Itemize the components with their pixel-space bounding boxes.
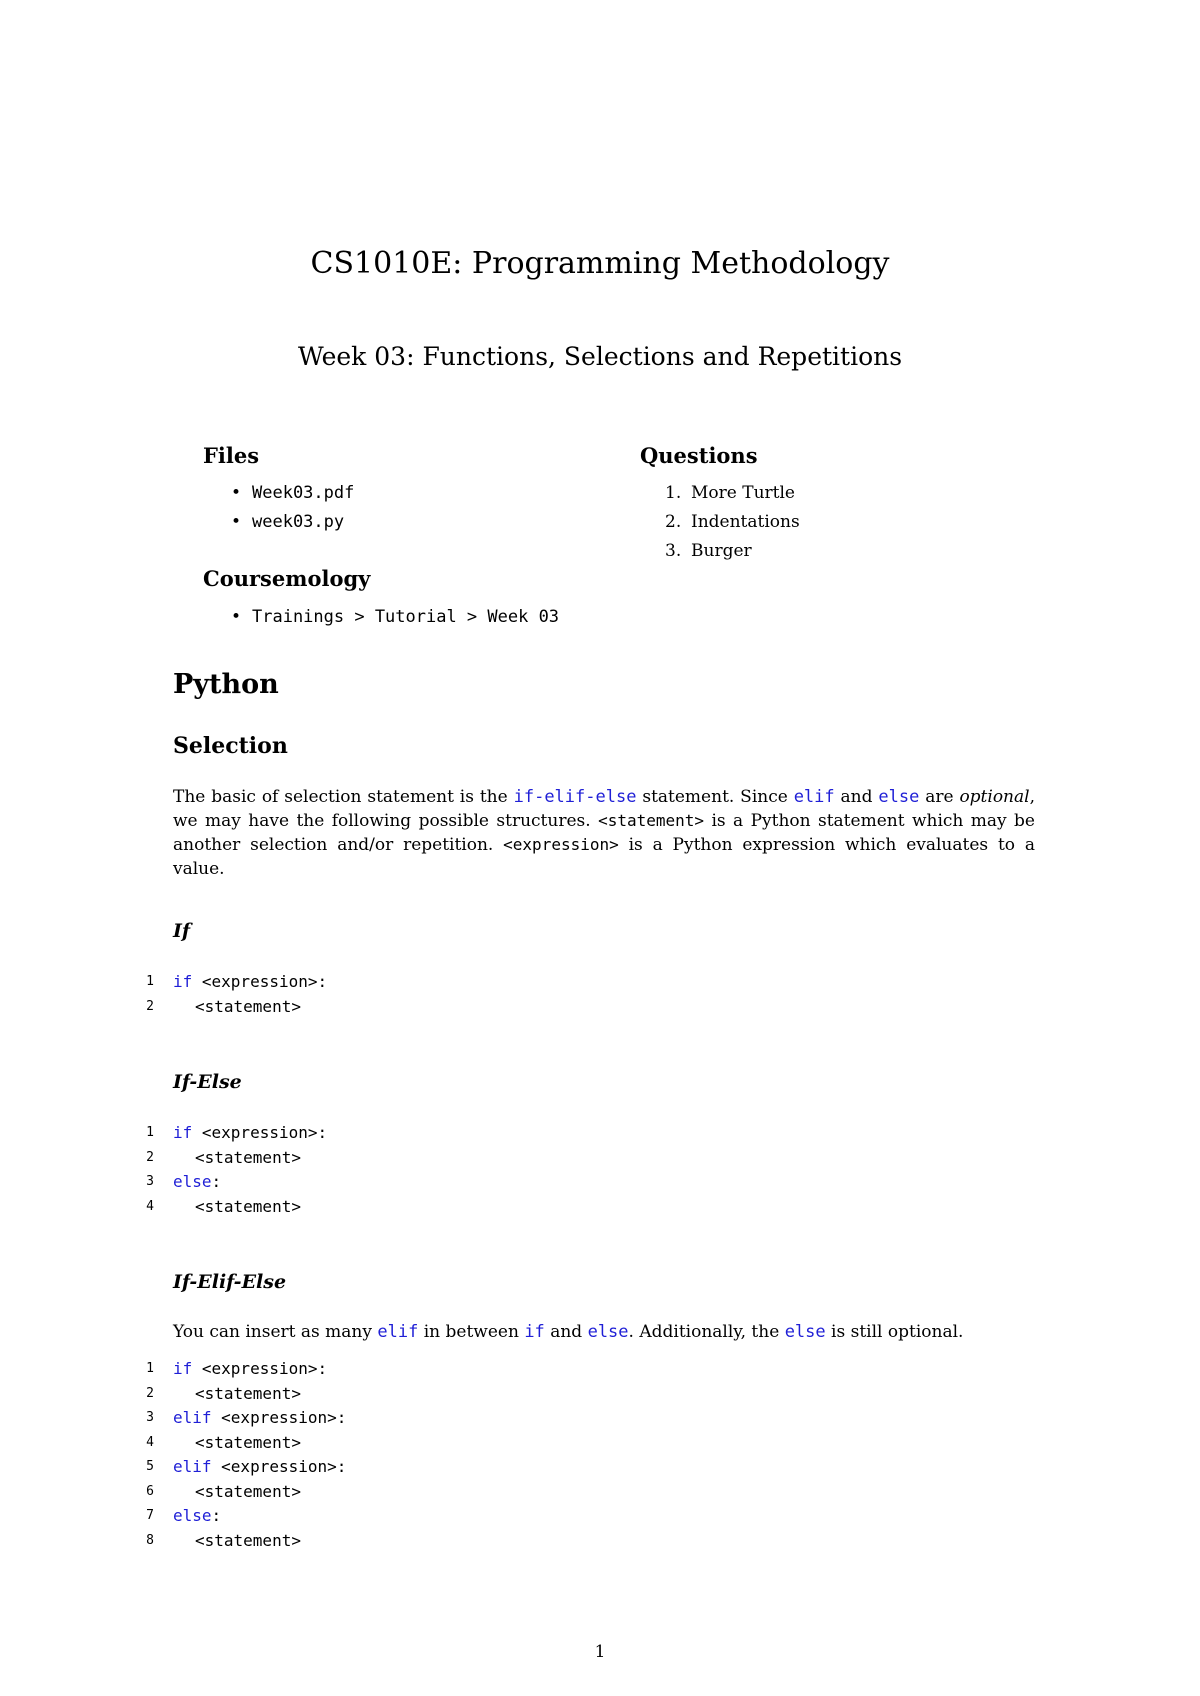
question-label: Burger	[691, 541, 752, 561]
files-list	[228, 479, 354, 537]
line-number: 1	[146, 1361, 154, 1376]
code-line: 2 <statement>	[140, 1382, 840, 1407]
inline-code-statement: <statement>	[598, 811, 705, 830]
keyword-else: else	[595, 787, 637, 807]
code-keyword: else	[173, 1172, 212, 1191]
line-number: 2	[146, 1149, 154, 1165]
if-elif-else-note: You can insert as many elif in between if and else. Additionally, the else is still optional.	[173, 1322, 964, 1342]
line-number: 2	[146, 1385, 154, 1401]
code-line: 4 <statement>	[140, 1195, 840, 1220]
line-number: 1	[146, 974, 154, 989]
question-label: Indentations	[691, 512, 800, 532]
line-number: 3	[146, 1174, 154, 1189]
questions-list	[665, 479, 800, 566]
page-number: 1	[594, 1642, 606, 1662]
question-number: 1.	[665, 483, 682, 503]
case-heading-if: If	[173, 920, 191, 942]
line-number: 2	[146, 998, 154, 1014]
paragraph-line: The basic of selection statement is the if-elif-else statement. Since elif and else are optional,	[173, 787, 1035, 807]
question-label: More Turtle	[691, 483, 795, 503]
keyword-else: else	[587, 1322, 629, 1342]
question-item	[665, 508, 800, 537]
coursemology-list	[228, 603, 559, 632]
inline-code-expression: <expression>	[503, 835, 619, 854]
case-heading-if-else: If-Else	[173, 1071, 242, 1093]
keyword-if: if	[513, 787, 535, 807]
selection-intro-paragraph	[173, 785, 1035, 881]
paragraph-line: we may have the following possible structures. <statement> is a Python statement which may be	[173, 811, 1035, 831]
document-title: CS1010E: Programming Methodology	[310, 246, 890, 281]
line-number: 6	[146, 1483, 154, 1499]
code-line: 1 if <expression>:	[140, 1357, 840, 1382]
code-block-if-elif-else	[140, 1357, 840, 1553]
code-line: 5 elif <expression>:	[140, 1455, 840, 1480]
code-block-if	[140, 970, 840, 1019]
line-number: 4	[146, 1198, 154, 1214]
question-item	[665, 479, 800, 508]
file-item[interactable]	[228, 508, 354, 537]
keyword-else: else	[878, 787, 920, 807]
question-number: 2.	[665, 512, 682, 532]
keyword-elif: elif	[793, 787, 835, 807]
code-line: 2 <statement>	[140, 995, 840, 1020]
code-keyword: elif	[173, 1408, 212, 1427]
code-line: 3 elif <expression>:	[140, 1406, 840, 1431]
line-number: 3	[146, 1410, 154, 1425]
code-line: 7 else:	[140, 1504, 840, 1529]
keyword-elif: elif	[377, 1322, 419, 1342]
file-item[interactable]	[228, 479, 354, 508]
line-number: 4	[146, 1434, 154, 1450]
questions-heading: Questions	[640, 443, 758, 468]
file-name: Week03.pdf	[252, 483, 355, 503]
section-heading-python: Python	[173, 669, 279, 700]
paragraph-line: another selection and/or repetition. <expression> is a Python expression which evaluates to a	[173, 835, 1035, 855]
code-line: 8 <statement>	[140, 1529, 840, 1554]
coursemology-path-text: Trainings > Tutorial > Week 03	[252, 607, 560, 627]
emphasis-optional: optional	[959, 787, 1030, 807]
code-line: 6 <statement>	[140, 1480, 840, 1505]
code-keyword: else	[173, 1506, 212, 1525]
code-keyword: elif	[173, 1457, 212, 1476]
code-keyword: if	[173, 1123, 193, 1142]
question-number: 3.	[665, 541, 682, 561]
file-name: week03.py	[252, 512, 345, 532]
code-line: 2 <statement>	[140, 1146, 840, 1171]
code-line: 1 if <expression>:	[140, 970, 840, 995]
question-item	[665, 537, 800, 566]
coursemology-path[interactable]	[228, 603, 559, 632]
files-heading: Files	[203, 443, 260, 468]
code-block-if-else	[140, 1121, 840, 1219]
line-number: 7	[146, 1508, 154, 1523]
subsection-heading-selection: Selection	[173, 733, 288, 759]
line-number: 1	[146, 1125, 154, 1140]
document-subtitle: Week 03: Functions, Selections and Repetitions	[297, 342, 903, 371]
coursemology-heading: Coursemology	[203, 566, 371, 591]
code-keyword: if	[173, 1359, 193, 1378]
code-keyword: if	[173, 972, 193, 991]
keyword-elif: elif	[544, 787, 586, 807]
case-heading-if-elif-else: If-Elif-Else	[173, 1271, 287, 1293]
code-line: 3 else:	[140, 1170, 840, 1195]
code-line: 1 if <expression>:	[140, 1121, 840, 1146]
paragraph-line: value.	[173, 859, 225, 879]
keyword-if: if	[524, 1322, 545, 1342]
line-number: 5	[146, 1459, 154, 1474]
keyword-else: else	[784, 1322, 826, 1342]
code-line: 4 <statement>	[140, 1431, 840, 1456]
line-number: 8	[146, 1532, 154, 1548]
